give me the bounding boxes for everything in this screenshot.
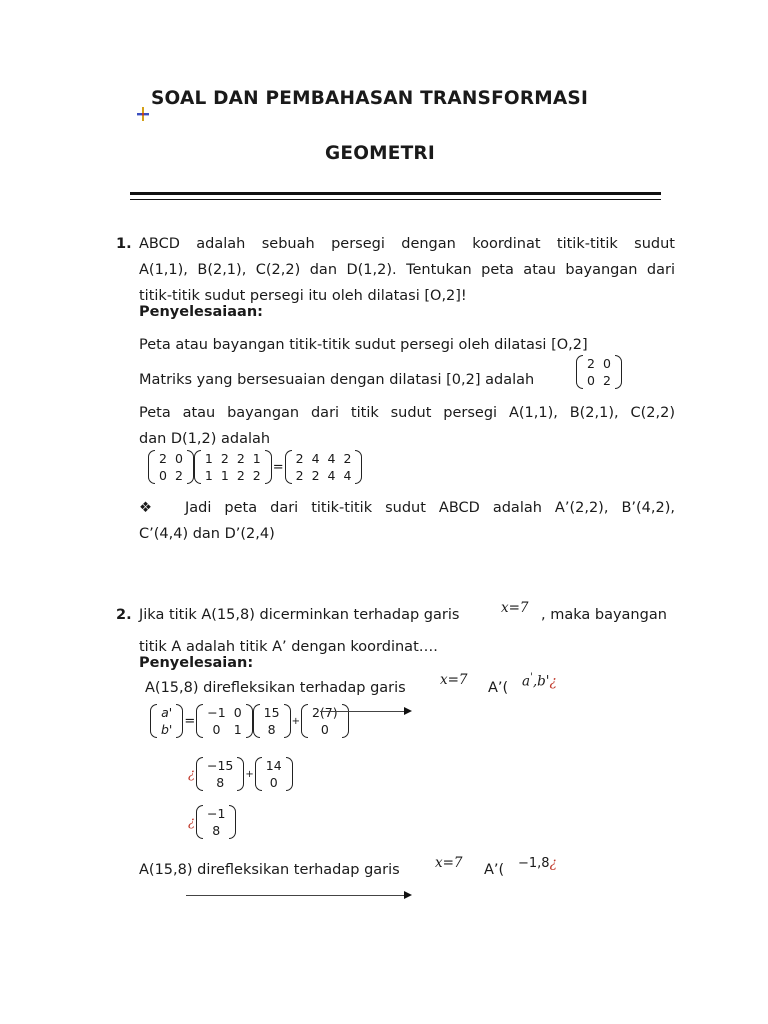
question-1-number: 1. <box>116 236 132 252</box>
q1-step3-line1: Peta atau bayangan dari titik sudut persegi A(1,1), B(2,1), C(2,2) <box>139 405 675 421</box>
q2-line-eq-1: x=7 <box>440 672 468 688</box>
q1-conclusion-line2: C’(4,4) dan D’(2,4) <box>139 526 275 542</box>
title-bullet-icon <box>137 106 149 125</box>
q1-step1: Peta atau bayangan titik-titik sudut persegi oleh dilatasi [O,2] <box>139 337 588 353</box>
question-2-text-line1b: , maka bayangan <box>541 607 667 623</box>
document-title-line1: SOAL DAN PEMBAHASAN TRANSFORMASI <box>151 88 589 109</box>
q2-image-prefix-2: A’( <box>484 862 505 878</box>
question-2-solution-label: Penyelesaian: <box>139 655 254 671</box>
document-title-line2: GEOMETRI <box>325 143 435 164</box>
q2-arrow-2 <box>186 891 412 899</box>
q2-image-coords: a',b'¿ <box>522 672 557 690</box>
q2-result: −1,8¿ <box>518 855 557 871</box>
question-1-text-line2: A(1,1), B(2,1), C(2,2) dan D(1,2). Tentukan peta atau bayangan dari <box>139 262 675 278</box>
question-2-text-line1a: Jika titik A(15,8) dicerminkan terhadap garis <box>139 607 460 623</box>
q2-image-prefix-1: A’( <box>488 680 509 696</box>
question-2-text-line2: titik A adalah titik A’ dengan koordinat…. <box>139 639 438 655</box>
title-divider <box>130 192 661 200</box>
q2-reflect-text-2: A(15,8) direfleksikan terhadap garis <box>139 862 400 878</box>
q2-arrow-1 <box>320 707 412 715</box>
question-1-text-line1: ABCD adalah sebuah persegi dengan koordinat titik-titik sudut <box>139 236 675 252</box>
q2-equation-row2: ¿ −15 8 + 14 0 <box>187 757 293 791</box>
q2-line-eq-2: x=7 <box>435 855 463 871</box>
q1-step2: Matriks yang bersesuaian dengan dilatasi [0,2] adalah <box>139 372 535 388</box>
question-1-solution-label: Penyelesaiaan: <box>139 304 263 320</box>
q1-bullet-icon: ❖ <box>139 500 152 516</box>
question-1-text-line3: titik-titik sudut persegi itu oleh dilatasi [O,2]! <box>139 288 467 304</box>
q2-reflect-text-1: A(15,8) direfleksikan terhadap garis <box>145 680 406 696</box>
question-2-number: 2. <box>116 607 132 623</box>
question-2-line-equation: x=7 <box>501 600 529 616</box>
q1-step3-line2: dan D(1,2) adalah <box>139 431 271 447</box>
q2-equation-row3: ¿ −1 8 <box>187 805 236 839</box>
q1-conclusion-line1: Jadi peta dari titik-titik sudut ABCD adalah A’(2,2), B’(4,2), <box>185 500 675 516</box>
q1-dilation-matrix: 2 0 0 2 <box>576 355 622 389</box>
q1-matrix-equation: 2 0 0 2 1 2 2 1 1 1 2 2 = 2 4 4 2 2 2 4 4 <box>148 450 362 484</box>
q2-equation-row1: a' b' = −1 0 0 1 15 8 + 2(7) 0 <box>150 704 349 738</box>
